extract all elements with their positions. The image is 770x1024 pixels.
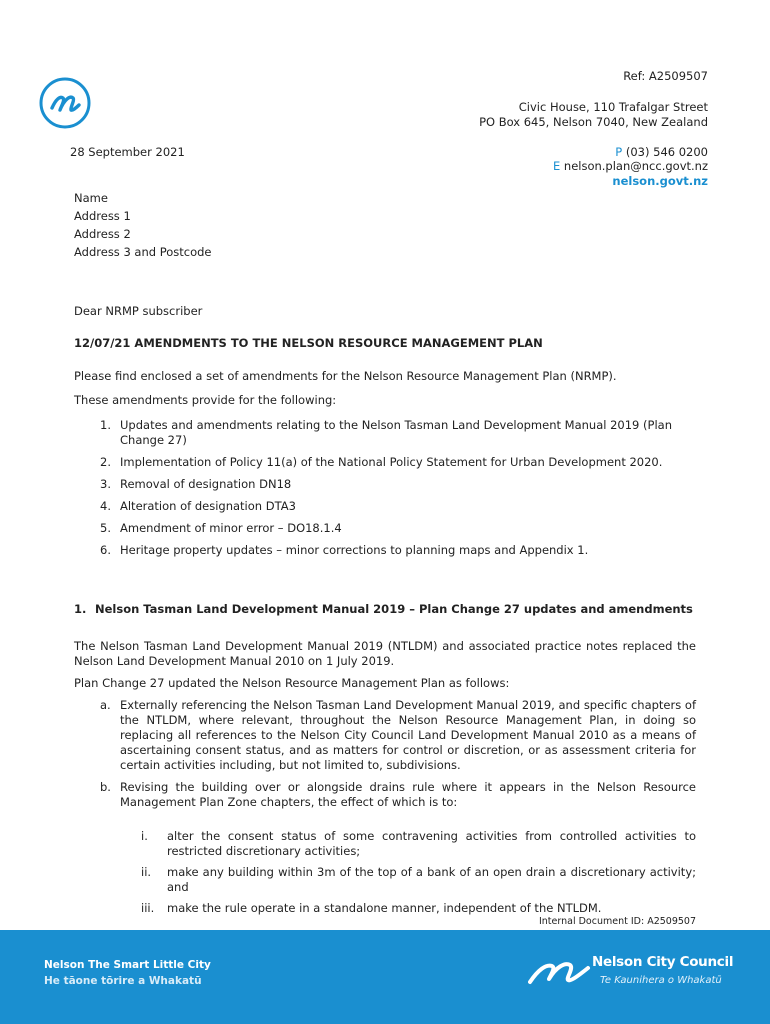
list-item bbox=[74, 543, 696, 558]
list-item-text: Updates and amendments relating to the Nelson Tasman Land Development Manual 2019 (Plan Change 27) bbox=[120, 418, 672, 447]
recipient-address-3: Address 3 and Postcode bbox=[74, 245, 212, 259]
list-item bbox=[74, 698, 696, 773]
list-item-text: Alteration of designation DTA3 bbox=[120, 499, 296, 513]
list-item bbox=[74, 455, 696, 470]
list-item bbox=[141, 865, 696, 895]
list-item-text: Implementation of Policy 11(a) of the National Policy Statement for Urban Development 2020. bbox=[120, 455, 663, 469]
list-item-letter: b. bbox=[100, 780, 111, 794]
list-item-text: Externally referencing the Nelson Tasman Land Development Manual 2019, and specific chapters of the NTLDM, where relevant, throughout the Nelson Resource Management Plan, in doing so replacing all references to the Nelson City Council Land Development Manual 2010 as a means of ascertaining consent status, and as matters for control or discretion, or as assessment criteria for certain activities including, but not limited to, subdivisions. bbox=[120, 698, 696, 772]
list-item-number: 4. bbox=[100, 499, 111, 513]
intro-paragraph-1: Please find enclosed a set of amendments for the Nelson Resource Management Plan (NRMP). bbox=[74, 369, 617, 383]
list-item-number: 5. bbox=[100, 521, 111, 535]
list-item-numeral: ii. bbox=[141, 865, 152, 879]
list-item-text: Amendment of minor error – DO18.1.4 bbox=[120, 521, 342, 535]
list-item-number: 3. bbox=[100, 477, 111, 491]
footer-slogan-maori: He tāone tōrire a Whakatū bbox=[44, 975, 202, 987]
list-item bbox=[74, 499, 696, 514]
list-item-number: 2. bbox=[100, 455, 111, 469]
council-wordmark-icon bbox=[528, 952, 592, 988]
list-item-text: Revising the building over or alongside drains rule where it appears in the Nelson Resource Management Plan Zone chapters, the effect of which is to: bbox=[120, 780, 696, 809]
address-line-1: Civic House, 110 Trafalgar Street bbox=[518, 100, 708, 114]
council-logo-icon bbox=[39, 77, 91, 129]
recipient-address-1: Address 1 bbox=[74, 209, 131, 223]
list-item-numeral: i. bbox=[141, 829, 148, 843]
reference-number: Ref: A2509507 bbox=[623, 69, 708, 83]
section-1-paragraph-2: Plan Change 27 updated the Nelson Resource Management Plan as follows: bbox=[74, 676, 510, 690]
phone-label: P bbox=[615, 145, 623, 159]
salutation: Dear NRMP subscriber bbox=[74, 304, 203, 318]
list-item-text: alter the consent status of some contravening activities from controlled activities to restricted discretionary activities; bbox=[167, 829, 696, 858]
email-line bbox=[553, 159, 708, 174]
list-item-text: Heritage property updates – minor corrections to planning maps and Appendix 1. bbox=[120, 543, 589, 557]
email-label: E bbox=[552, 159, 561, 173]
list-item-text: Removal of designation DN18 bbox=[120, 477, 292, 491]
recipient-address-2: Address 2 bbox=[74, 227, 131, 241]
footer-slogan: Nelson The Smart Little City bbox=[44, 959, 211, 971]
council-name-maori: Te Kaunihera o Whakatū bbox=[600, 975, 722, 986]
list-item bbox=[141, 829, 696, 859]
section-title: Nelson Tasman Land Development Manual 2019 – Plan Change 27 updates and amendments bbox=[95, 602, 693, 616]
list-item bbox=[74, 780, 696, 810]
section-1-heading bbox=[74, 602, 696, 617]
list-item bbox=[74, 477, 696, 492]
list-item-number: 1. bbox=[100, 418, 111, 432]
recipient-name: Name bbox=[74, 191, 108, 205]
lettered-list bbox=[74, 698, 696, 810]
footer-council-logo bbox=[528, 952, 734, 992]
list-item-number: 6. bbox=[100, 543, 111, 557]
section-1-paragraph-1: The Nelson Tasman Land Development Manual 2019 (NTLDM) and associated practice notes replaced the Nelson Land Development Manual 2010 on 1 July 2019. bbox=[74, 639, 696, 668]
recipient-block bbox=[74, 189, 212, 261]
council-name: Nelson City Council bbox=[592, 954, 734, 970]
letter-date: 28 September 2021 bbox=[70, 145, 185, 159]
roman-list bbox=[141, 829, 696, 916]
letter-title: 12/07/21 AMENDMENTS TO THE NELSON RESOURCE MANAGEMENT PLAN bbox=[74, 336, 543, 350]
section-number: 1. bbox=[74, 602, 87, 616]
email-address[interactable]: nelson.plan@ncc.govt.nz bbox=[563, 159, 708, 173]
list-item-numeral: iii. bbox=[141, 901, 155, 915]
list-item-letter: a. bbox=[100, 698, 111, 712]
list-item bbox=[74, 418, 696, 448]
internal-document-id: Internal Document ID: A2509507 bbox=[538, 916, 696, 927]
phone-line bbox=[615, 145, 708, 160]
footer-slogan-block bbox=[44, 957, 211, 989]
amendments-list bbox=[74, 418, 696, 558]
list-item-text: make the rule operate in a standalone manner, independent of the NTLDM. bbox=[167, 901, 602, 915]
list-item-text: make any building within 3m of the top of a bank of an open drain a discretionary activity; and bbox=[167, 865, 696, 894]
phone-number: (03) 546 0200 bbox=[625, 145, 708, 159]
list-item bbox=[74, 521, 696, 536]
intro-paragraph-2: These amendments provide for the following: bbox=[74, 393, 337, 407]
address-line-2: PO Box 645, Nelson 7040, New Zealand bbox=[479, 115, 708, 129]
website-link[interactable]: nelson.govt.nz bbox=[612, 174, 708, 188]
